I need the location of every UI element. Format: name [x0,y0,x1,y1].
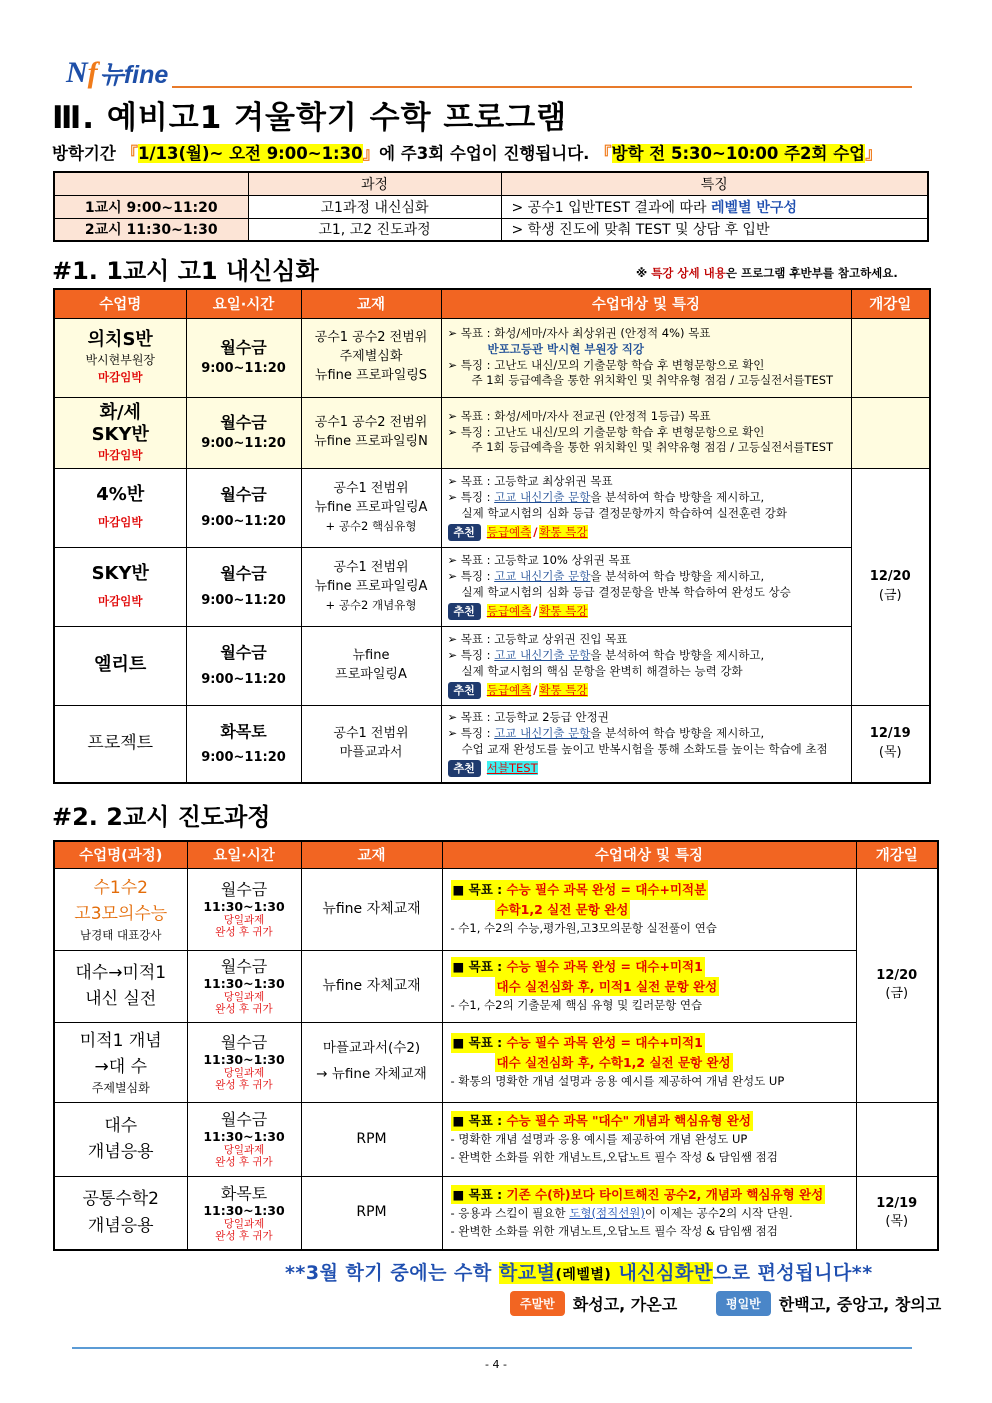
open-date-cell: 12/20 (금) [851,468,930,705]
legend-weekend: 주말반 화성고, 가온고 [510,1291,677,1316]
feature-cell: ■ 목표 : 수능 필수 과목 완성 = 대수+미적1 대수 실전심화 후, 수학1,2 실전 문항 완성 - 확통의 명확한 개념 설명과 응용 예시를 제공하여 개념 완성도 UP [442,1022,856,1102]
schedule-cell: 월수금 11:30~1:30 당일과제 완성 후 귀가 [187,950,301,1022]
schedule-period: 2교시 11:30~1:30 [54,218,248,241]
tag-special: 확통 특강 [539,682,588,697]
notice-banner: **3월 학기 중에는 수학 학교별(레벨별) 내신심화반으로 편성됩니다** [285,1262,873,1284]
weekend-badge: 주말반 [510,1291,565,1316]
feature-cell: ■ 목표 : 수능 필수 과목 "대수" 개념과 핵심유형 완성 - 명확한 개념 설명과 응용 예시를 제공하여 개념 완성도 UP - 완벽한 소화를 위한 개념노트,오답노트 필수 작성 & 담임쌤 점검 [442,1102,856,1176]
feature-cell: ➢ 목표 : 고등학교 2등급 안정권 ➢ 특징 : 고교 내신기출 문항을 분석하여 학습 방향을 제시하고, 수업 교재 완성도를 높이고 반복시험을 통해 소화도를 높이는 학습에 초점 추천 서블TEST [441,705,851,783]
column-header: 수업명 [54,289,186,318]
textbook-cell: 공수1 전범위 뉴fine 프로파일링A + 공수2 개념유형 [301,547,441,626]
tag-special: 확통 특강 [539,524,588,539]
open-date-cell [856,1102,938,1176]
section1-title: #1. 1교시 고1 내신심화 [52,257,319,285]
open-date-cell: 12/20 (금) [856,868,938,1102]
open-date-cell: 12/19 (목) [851,705,930,783]
table-row [54,950,938,1022]
footer-rule [72,1347,912,1349]
tag-grade-forecast: 등급예측 [486,682,532,697]
section1-table [53,288,931,784]
header-rule [172,86,912,88]
section2-title: #2. 2교시 진도과정 [52,803,271,831]
open-date-cell: 12/19 (목) [856,1176,938,1250]
logo-mark: Nf [66,56,98,89]
column-header: 개강일 [856,841,938,868]
textbook-cell: 공수1 공수2 전범위 뉴fine 프로파일링N [301,397,441,468]
column-header: 수업대상 및 특징 [441,289,851,318]
table-row [54,468,930,547]
tag-test: 서블TEST [486,760,538,775]
feature-cell: ➢ 목표 : 고등학교 최상위권 목표 ➢ 특징 : 고교 내신기출 문항을 분석하여 학습 방향을 제시하고, 실제 학교시험의 심화 등급 결정문항까지 학습하여 실전훈련 강화 추천 등급예측 / 확통 특강 [441,468,851,547]
recommend-badge: 추천 [448,760,481,777]
tag-special: 확통 특강 [539,603,588,618]
table-row [54,318,930,397]
table-row [54,397,930,468]
schedule-cell: 월수금 9:00~11:20 [186,626,301,705]
recommend-badge: 추천 [448,524,481,541]
textbook-cell: 뉴fine 프로파일링A [301,626,441,705]
schedule-cell: 화목토 11:30~1:30 당일과제 완성 후 귀가 [187,1176,301,1250]
class-name-cell: 대수→미적1 내신 실전 [54,950,187,1022]
textbook-cell: 마플교과서(수2) → 뉴fine 자체교재 [301,1022,442,1102]
class-name-cell: 수1수2 고3모의수능 남경태 대표강사 [54,868,187,950]
textbook-cell: 뉴fine 자체교재 [301,868,442,950]
textbook-cell: 공수1 공수2 전범위 주제별심화 뉴fine 프로파일링S [301,318,441,397]
class-name-cell: 의치S반 박시현부원장 마감임박 [54,318,186,397]
schedule-cell: 월수금 9:00~11:20 [186,468,301,547]
feature-cell: ■ 목표 : 기존 수(하)보다 타이트해진 공수2, 개념과 핵심유형 완성 - 응용과 스킬이 필요한 도형(점직선원)이 이제는 공수2의 시작 단원. - 완벽한 소화를 위한 개념노트,오답노트 필수 작성 & 담임쌤 점검 [442,1176,856,1250]
logo-text: 뉴fine [99,61,169,89]
feature-cell: ➢ 목표 : 고등학교 10% 상위권 목표 ➢ 특징 : 고교 내신기출 문항을 분석하여 학습 방향을 제시하고, 실제 학교시험의 심화 등급 결정문항을 반복 학습하여 완성도 상승 추천 등급예측 / 확통 특강 [441,547,851,626]
column-header: 요일·시간 [186,289,301,318]
section2-table [53,840,939,1251]
schedule-cell: 화목토 9:00~11:20 [186,705,301,783]
feature-cell: ➢ 목표 : 화성/세마/자사 전교권 (안정적 1등급) 목표 ➢ 특징 : 고난도 내신/모의 기출문항 학습 후 변형문항으로 확인 주 1회 등급예측을 통한 위치확인 및 취약유형 점검 / 고등실전서를TEST [441,397,851,468]
schedule-feature: > 학생 진도에 맞춰 TEST 및 상담 후 입반 [501,218,928,241]
column-header: 수업명(과정) [54,841,187,868]
schedule-header [54,172,248,195]
legend-weekday: 평일반 한백고, 중앙고, 창의고 [716,1291,941,1316]
open-date-cell [851,318,930,397]
schedule-cell: 월수금 11:30~1:30 당일과제 완성 후 귀가 [187,868,301,950]
column-header: 교재 [301,841,442,868]
textbook-cell: RPM [301,1102,442,1176]
section2-header-row [54,841,938,868]
column-header: 개강일 [851,289,930,318]
page-title: Ⅲ. 예비고1 겨울학기 수학 프로그램 [52,100,568,136]
column-header: 수업대상 및 특징 [442,841,856,868]
open-date-cell [851,397,930,468]
class-name-cell: 엘리트 [54,626,186,705]
table-row [54,626,930,705]
weekday-badge: 평일반 [716,1291,771,1316]
feature-cell: ➢ 목표 : 고등학교 상위권 진입 목표 ➢ 특징 : 고교 내신기출 문항을 분석하여 학습 방향을 제시하고, 실제 학교시험의 핵심 문항을 완벽히 해결하는 능력 강화 추천 등급예측 / 확통 특강 [441,626,851,705]
class-name-cell: 4%반 마감임박 [54,468,186,547]
section1-note: ※ 특강 상세 내용은 프로그램 후반부를 참고하세요. [636,266,898,280]
feature-cell: ➢ 목표 : 화성/세마/자사 최상위권 (안정적 4%) 목표 반포고등관 박시현 부원장 직강 ➢ 특징 : 고난도 내신/모의 기출문항 학습 후 변형문항으로 확인 주 1회 등급예측을 통한 위치확인 및 취약유형 점검 / 고등실전서를TEST [441,318,851,397]
table-row [54,547,930,626]
period-line: 방학기간 『1/13(월)~ 오전 9:00~1:30』에 주3회 수업이 진행됩니다. 『방학 전 5:30~10:00 주2회 수업』 [52,144,882,163]
column-header: 요일·시간 [187,841,301,868]
table-row [54,705,930,783]
table-row [54,868,938,950]
tag-grade-forecast: 등급예측 [486,603,532,618]
column-header: 교재 [301,289,441,318]
class-name-cell: SKY반 마감임박 [54,547,186,626]
brand-logo [66,58,168,88]
schedule-header-row [54,172,928,195]
recommend-badge: 추천 [448,603,481,620]
tag-grade-forecast: 등급예측 [486,524,532,539]
recommend-badge: 추천 [448,682,481,699]
feature-cell: ■ 목표 : 수능 필수 과목 완성 = 대수+미적분 수학1,2 실전 문항 완성 - 수1, 수2의 수능,평가원,고3모의문항 실전풀이 연습 [442,868,856,950]
textbook-cell: RPM [301,1176,442,1250]
schedule-cell: 월수금 9:00~11:20 [186,397,301,468]
schedule-row [54,218,928,241]
schedule-period: 1교시 9:00~11:20 [54,195,248,218]
schedule-cell: 월수금 11:30~1:30 당일과제 완성 후 귀가 [187,1022,301,1102]
schedule-course: 고1, 고2 진도과정 [248,218,501,241]
feature-cell: ■ 목표 : 수능 필수 과목 완성 = 대수+미적1 대수 실전심화 후, 미적1 실전 문항 완성 - 수1, 수2의 기출문제 핵심 유형 및 킬러문항 연습 [442,950,856,1022]
textbook-cell: 공수1 전범위 뉴fine 프로파일링A + 공수2 핵심유형 [301,468,441,547]
textbook-cell: 공수1 전범위 마플교과서 [301,705,441,783]
class-name-cell: 프로젝트 [54,705,186,783]
table-row [54,1176,938,1250]
schedule-cell: 월수금 11:30~1:30 당일과제 완성 후 귀가 [187,1102,301,1176]
schedule-feature: > 공수1 입반TEST 결과에 따라 레벨별 반구성 [501,195,928,218]
schedule-cell: 월수금 9:00~11:20 [186,318,301,397]
class-name-cell: 화/세 SKY반 마감임박 [54,397,186,468]
table-row [54,1102,938,1176]
textbook-cell: 뉴fine 자체교재 [301,950,442,1022]
schedule-course: 고1과정 내신심화 [248,195,501,218]
schedule-row [54,195,928,218]
class-name-cell: 미적1 개념 →대 수 주제별심화 [54,1022,187,1102]
class-name-cell: 공통수학2 개념응용 [54,1176,187,1250]
table-row [54,1022,938,1102]
schedule-cell: 월수금 9:00~11:20 [186,547,301,626]
class-name-cell: 대수 개념응용 [54,1102,187,1176]
section1-header-row [54,289,930,318]
schedule-table [53,171,929,242]
schedule-header: 특징 [501,172,928,195]
page-number: - 4 - [485,1358,507,1371]
schedule-header: 과정 [248,172,501,195]
